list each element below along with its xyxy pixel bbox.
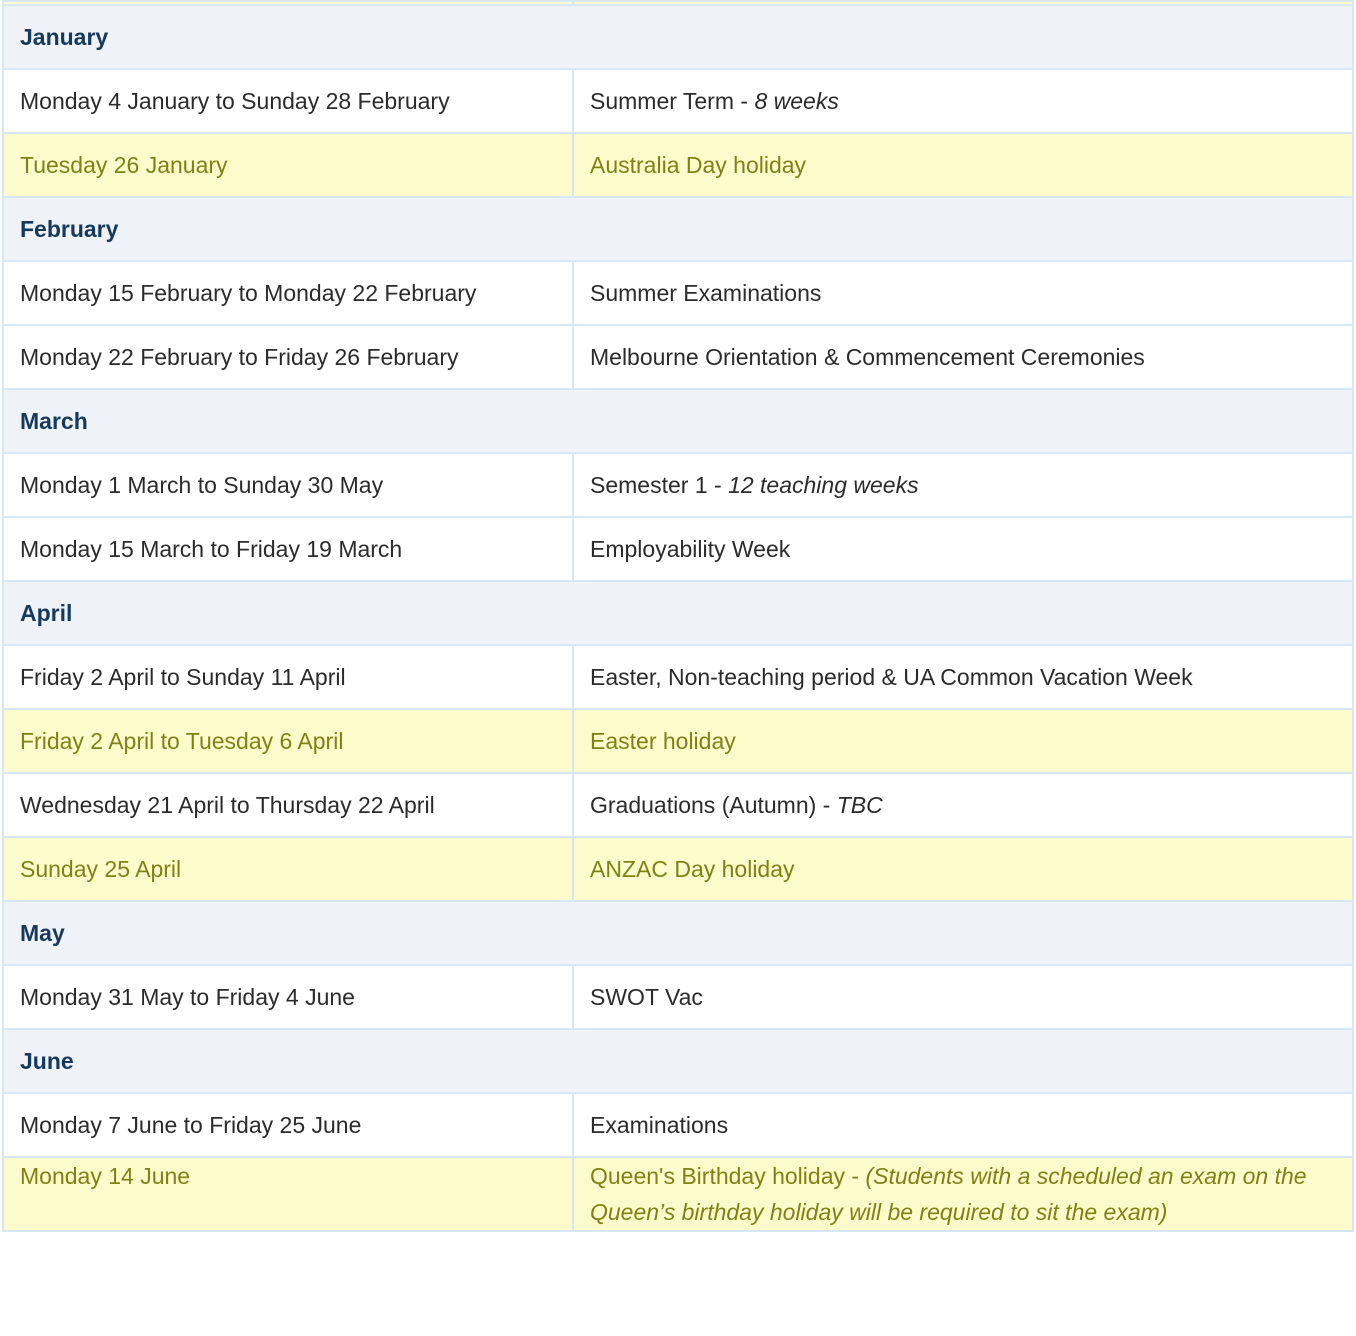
note-separator: - — [816, 791, 837, 818]
event-description — [573, 709, 1353, 773]
month-heading: February — [3, 197, 1353, 261]
event-note: 8 weeks — [754, 87, 839, 114]
event-row — [3, 645, 1353, 709]
event-row — [3, 325, 1353, 389]
calendar-table — [2, 0, 1354, 1232]
event-description — [573, 965, 1353, 1029]
event-label: ANZAC Day holiday — [590, 855, 795, 882]
event-row — [3, 261, 1353, 325]
event-date: Monday 4 January to Sunday 28 February — [3, 69, 573, 133]
holiday-row — [3, 133, 1353, 197]
note-separator: - — [845, 1163, 866, 1189]
event-date: Wednesday 21 April to Thursday 22 April — [3, 773, 573, 837]
event-label: Graduations (Autumn) — [590, 791, 817, 818]
event-row — [3, 965, 1353, 1029]
event-description — [573, 453, 1353, 517]
month-heading: June — [3, 1029, 1353, 1093]
event-date: Monday 22 February to Friday 26 February — [3, 325, 573, 389]
event-label: Easter, Non-teaching period & UA Common Vacation Week — [590, 663, 1193, 690]
event-description — [573, 645, 1353, 709]
event-date: Monday 1 March to Sunday 30 May — [3, 453, 573, 517]
event-date: Friday 2 April to Sunday 11 April — [3, 645, 573, 709]
holiday-row — [3, 837, 1353, 901]
event-row — [3, 453, 1353, 517]
event-date: Monday 15 February to Monday 22 February — [3, 261, 573, 325]
note-separator: - — [734, 87, 755, 114]
event-note: (Students with a scheduled an exam on the Queen’s birthday holiday will be required to sit the exam) — [590, 1163, 1307, 1225]
event-date: Monday 7 June to Friday 25 June — [3, 1093, 573, 1157]
event-row — [3, 773, 1353, 837]
event-description — [573, 837, 1353, 901]
month-header-row — [3, 5, 1353, 69]
event-label: Easter holiday — [590, 727, 736, 754]
event-description — [573, 1093, 1353, 1157]
event-date: Monday 31 May to Friday 4 June — [3, 965, 573, 1029]
month-header-row — [3, 389, 1353, 453]
event-label: Summer Term — [590, 87, 734, 114]
event-label: Semester 1 — [590, 471, 708, 498]
event-note: TBC — [836, 791, 883, 818]
event-row — [3, 517, 1353, 581]
event-label: Australia Day holiday — [590, 151, 807, 178]
month-header-row — [3, 197, 1353, 261]
event-date: Friday 2 April to Tuesday 6 April — [3, 709, 573, 773]
event-note: 12 teaching weeks — [728, 471, 919, 498]
event-label: SWOT Vac — [590, 983, 703, 1010]
event-description — [573, 325, 1353, 389]
event-description — [573, 69, 1353, 133]
event-label: Summer Examinations — [590, 279, 822, 306]
event-date: Monday 15 March to Friday 19 March — [3, 517, 573, 581]
event-label: Melbourne Orientation & Commencement Ceremonies — [590, 343, 1145, 370]
event-label: Examinations — [590, 1111, 729, 1138]
month-header-row — [3, 901, 1353, 965]
holiday-row — [3, 709, 1353, 773]
month-heading: January — [3, 5, 1353, 69]
event-label: Employability Week — [590, 535, 791, 562]
event-description — [573, 133, 1353, 197]
event-row — [3, 1093, 1353, 1157]
month-header-row — [3, 581, 1353, 645]
event-date: Tuesday 26 January — [3, 133, 573, 197]
event-description — [573, 517, 1353, 581]
holiday-row — [3, 1157, 1353, 1231]
month-header-row — [3, 1029, 1353, 1093]
event-label: Queen's Birthday holiday — [590, 1163, 845, 1189]
note-separator: - — [707, 471, 729, 498]
event-date: Sunday 25 April — [3, 837, 573, 901]
event-description — [573, 1157, 1353, 1231]
event-description — [573, 773, 1353, 837]
event-description — [573, 261, 1353, 325]
academic-calendar — [2, 0, 1352, 1232]
month-heading: April — [3, 581, 1353, 645]
event-row — [3, 69, 1353, 133]
month-heading: May — [3, 901, 1353, 965]
month-heading: March — [3, 389, 1353, 453]
event-date: Monday 14 June — [3, 1157, 573, 1231]
